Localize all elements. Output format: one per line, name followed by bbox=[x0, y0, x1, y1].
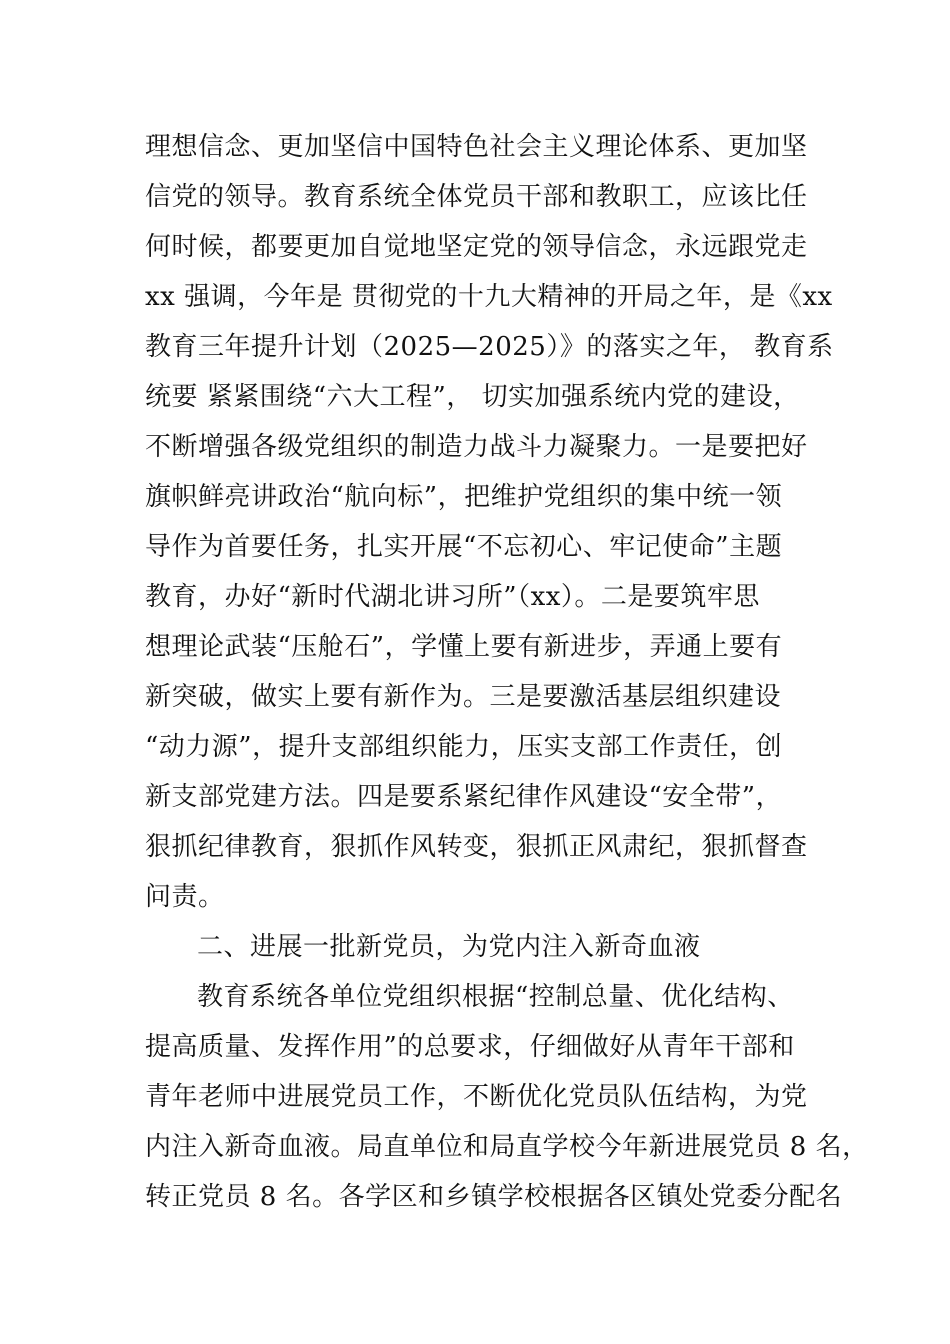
paragraph-line: 导作为首要任务，扎实开展“不忘初心、牢记使命”主题 bbox=[145, 532, 783, 562]
paragraph-line: 狠抓纪律教育，狠抓作风转变，狠抓正风肃纪，狠抓督查 bbox=[145, 832, 808, 862]
paragraph-line: 教育三年提升计划（2025—2025）》的落实之年， 教育系 bbox=[145, 332, 834, 362]
paragraph-line: 想理论武装“压舱石”，学懂上要有新进步，弄通上要有 bbox=[145, 632, 783, 662]
paragraph-line: 理想信念、更加坚信中国特色社会主义理论体系、更加坚 bbox=[145, 132, 808, 162]
paragraph-line: 旗帜鲜亮讲政治“航向标”，把维护党组织的集中统一领 bbox=[145, 482, 783, 512]
paragraph-line: xx 强调，今年是 贯彻党的十九大精神的开局之年，是《xx bbox=[145, 282, 833, 312]
paragraph-line: 信党的领导。教育系统全体党员干部和教职工，应该比任 bbox=[145, 182, 808, 212]
document-body bbox=[145, 122, 869, 1222]
paragraph-line: 教育系统各单位党组织根据“控制总量、优化结构、 bbox=[197, 982, 794, 1012]
paragraph-line: “动力源”，提升支部组织能力，压实支部工作责任，创 bbox=[145, 732, 783, 762]
section-heading: 二、进展一批新党员，为党内注入新奇血液 bbox=[197, 932, 701, 962]
paragraph-line: 内注入新奇血液。局直单位和局直学校今年新进展党员 8 名， bbox=[145, 1132, 869, 1162]
paragraph-line: 不断增强各级党组织的制造力战斗力凝聚力。一是要把好 bbox=[145, 432, 808, 462]
paragraph-line: 转正党员 8 名。各学区和乡镇学校根据各区镇处党委分配名 bbox=[145, 1182, 843, 1212]
paragraph-line: 何时候，都要更加自觉地坚定党的领导信念，永远跟党走 bbox=[145, 232, 808, 262]
paragraph-line: 统要 紧紧围绕“六大工程”， 切实加强系统内党的建设， bbox=[145, 382, 800, 412]
paragraph-line: 问责。 bbox=[145, 882, 225, 912]
paragraph-line: 教育，办好“新时代湖北讲习所”（xx）。二是要筑牢思 bbox=[145, 582, 760, 612]
paragraph-line: 新突破，做实上要有新作为。三是要激活基层组织建设 bbox=[145, 682, 782, 712]
paragraph-line: 青年老师中进展党员工作，不断优化党员队伍结构，为党 bbox=[145, 1082, 808, 1112]
paragraph-line: 新支部党建方法。四是要系紧纪律作风建设“安全带”， bbox=[145, 782, 783, 812]
paragraph-line: 提高质量、发挥作用”的总要求，仔细做好从青年干部和 bbox=[145, 1032, 795, 1062]
